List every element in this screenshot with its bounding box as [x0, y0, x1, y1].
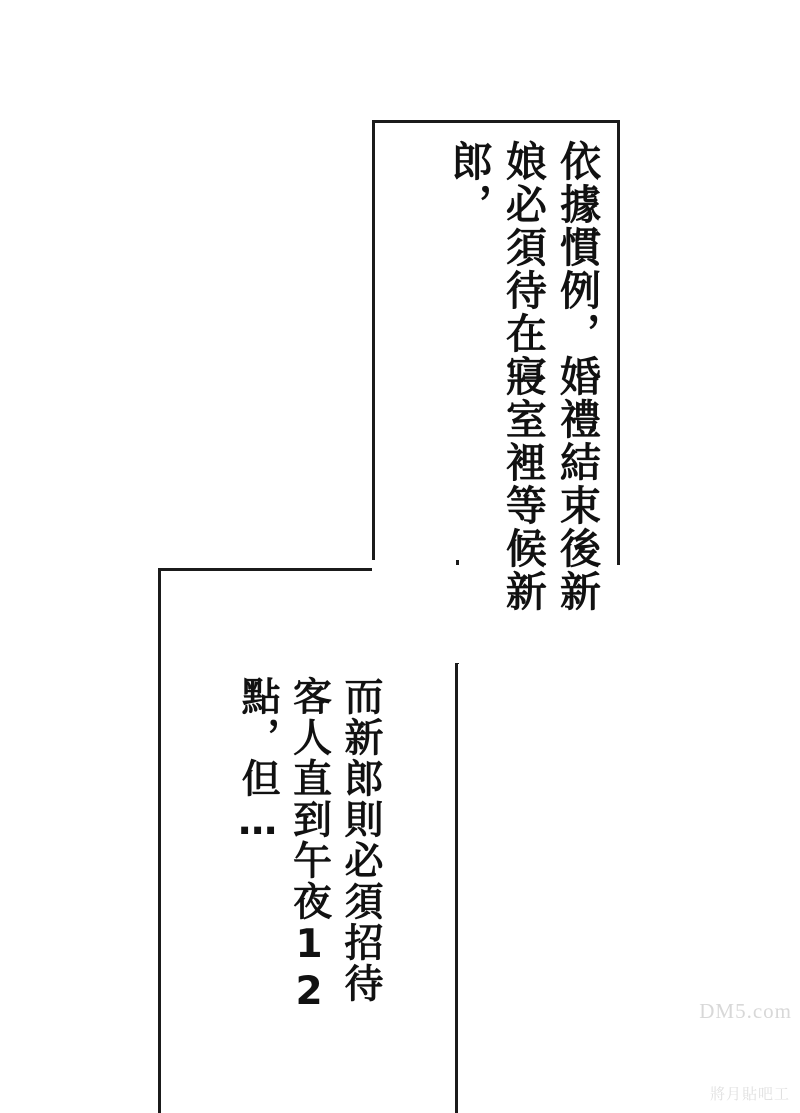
watermark-site: DM5.com: [699, 999, 792, 1023]
balloon-bottom-text: 而新郎則必須招待客人直到午夜12點，但…: [235, 676, 383, 1016]
balloon-top-text: 依據慣例，婚禮結束後新娘必須待在寢室裡等候新郎，: [444, 140, 601, 613]
watermark-credit: 將月貼吧工: [709, 1085, 790, 1103]
